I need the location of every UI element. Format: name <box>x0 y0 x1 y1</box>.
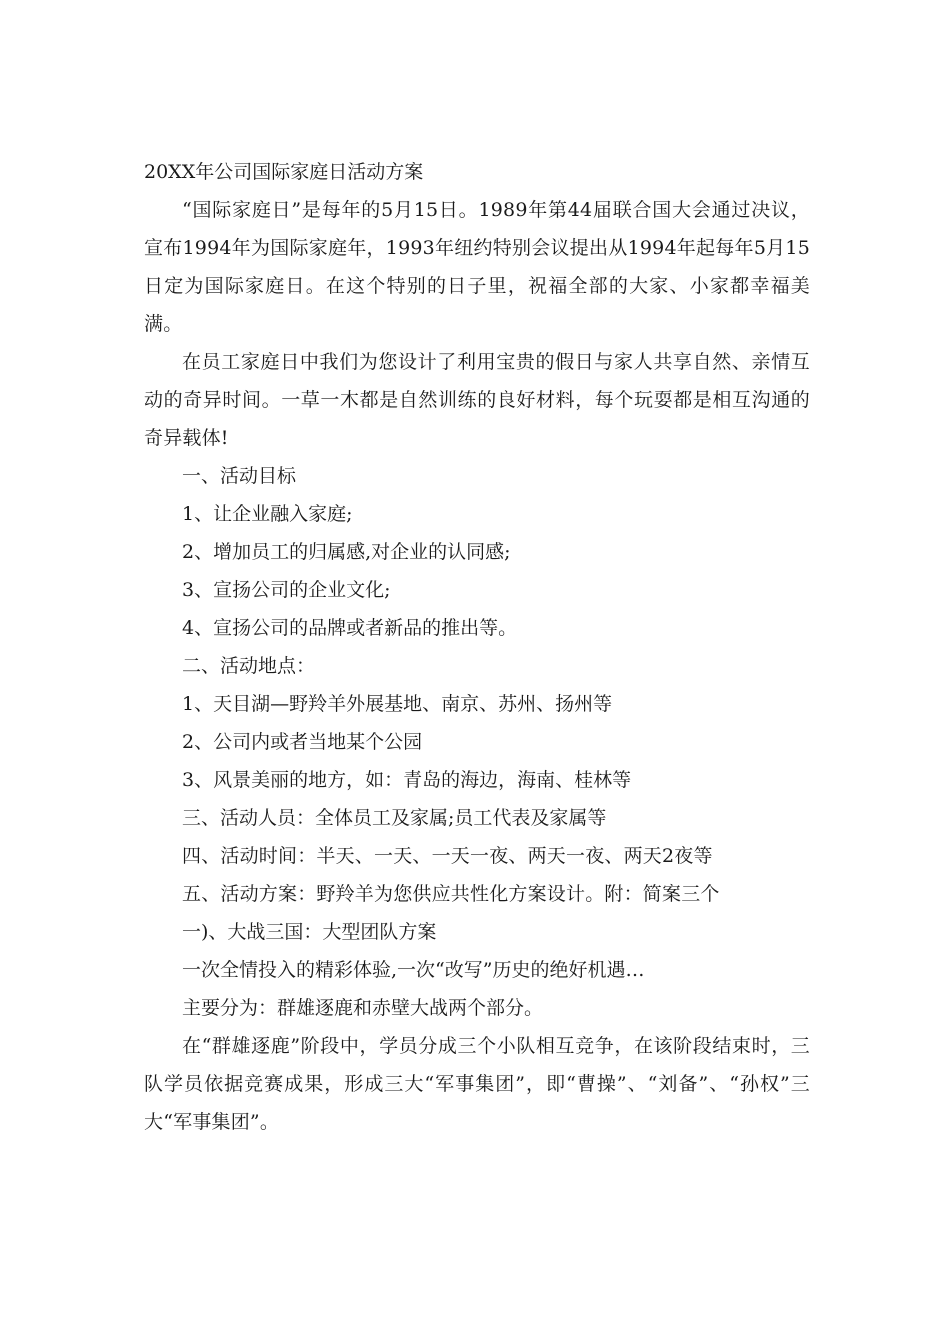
list-item: 1、天目湖—野羚羊外展基地、南京、苏州、扬州等 <box>182 693 613 715</box>
document-body <box>144 153 810 1141</box>
list-item: 2、增加员工的归属感,对企业的认同感; <box>182 541 511 563</box>
list-item: 2、公司内或者当地某个公园 <box>182 731 423 753</box>
list-item: 4、宣扬公司的品牌或者新品的推出等。 <box>182 617 518 639</box>
list-item: 1、让企业融入家庭; <box>182 503 353 525</box>
paragraph-experience: 一次全情投入的精彩体验,一次“改写”历史的绝好机遇… <box>182 959 645 981</box>
section-heading-participants: 三、活动人员：全体员工及家属;员工代表及家属等 <box>182 807 607 829</box>
section-heading-goals: 一、活动目标 <box>182 465 297 487</box>
section-heading-location: 二、活动地点： <box>182 655 316 677</box>
paragraph-description: 在员工家庭日中我们为您设计了利用宝贵的假日与家人共享自然、亲情互动的奇异时间。一草一木都是自然训练的良好材料，每个玩耍都是相互沟通的奇异载体! <box>144 351 810 449</box>
section-heading-time: 四、活动时间：半天、一天、一天一夜、两天一夜、两天2夜等 <box>182 845 713 867</box>
paragraph-parts: 主要分为：群雄逐鹿和赤壁大战两个部分。 <box>182 997 544 1019</box>
list-item: 3、宣扬公司的企业文化; <box>182 579 391 601</box>
list-item: 3、风景美丽的地方，如：青岛的海边，海南、桂林等 <box>182 769 632 791</box>
paragraph-stage: 在“群雄逐鹿”阶段中，学员分成三个小队相互竞争，在该阶段结束时，三队学员依据竞赛成果，形成三大“军事集团”，即“曹操”、“刘备”、“孙权”三大“军事集团”。 <box>144 1035 810 1133</box>
section-heading-plan: 五、活动方案：野羚羊为您供应共性化方案设计。附：简案三个 <box>182 883 720 905</box>
document-title: 20XX年公司国际家庭日活动方案 <box>144 161 424 183</box>
paragraph-intro: “国际家庭日”是每年的5月15日。1989年第44届联合国大会通过决议，宣布1994年为国际家庭年，1993年纽约特别会议提出从1994年起每年5月15日定为国际家庭日。在这个特别的日子里，祝福全部的大家、小家都幸福美满。 <box>144 199 810 335</box>
subsection-heading: 一)、大战三国：大型团队方案 <box>182 921 437 943</box>
